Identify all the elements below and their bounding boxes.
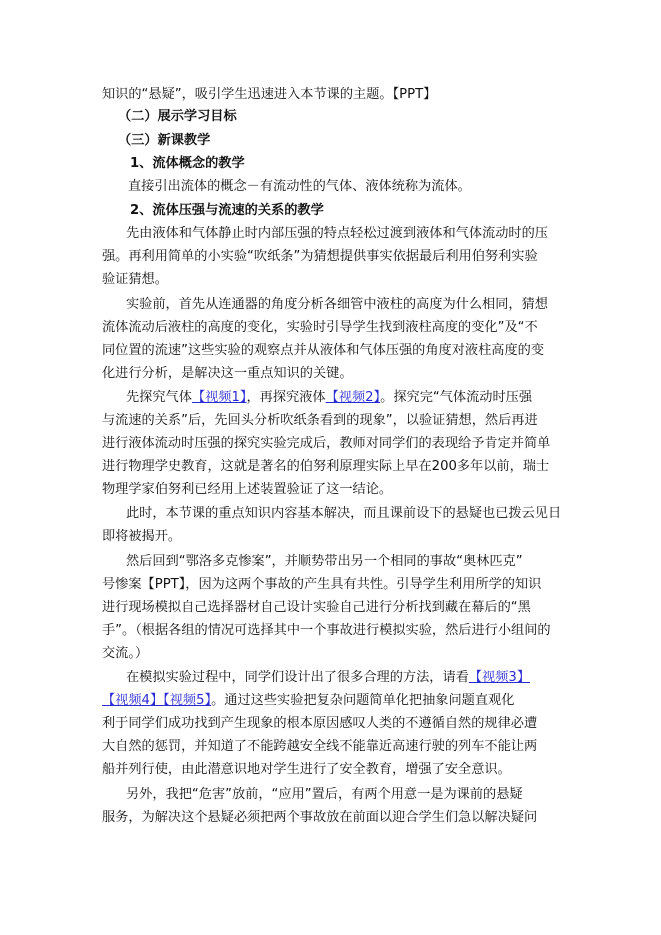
text-line xyxy=(126,389,606,407)
text-line: 验证猜想。 xyxy=(102,272,168,287)
text-line: 大自然的惩罚，并知道了不能跨越安全线不能靠近高速行驶的列车不能让两 xyxy=(102,739,538,754)
text-line: 服务，为解决这个悬疑必须把两个事故放在前面以迎合学生们急以解决疑问 xyxy=(102,810,538,825)
text-run: 。通过这些实验把复杂问题简单化把抽象问题直观化 xyxy=(211,693,515,708)
video-link-4[interactable]: 【视频4】 xyxy=(102,693,164,708)
text-line: 与流速的关系”后，先回头分析吹纸条看到的现象”，以验证猜想，然后再进 xyxy=(102,413,538,428)
text-run: 先探究气体 xyxy=(126,390,192,405)
text-run: 在模拟实验过程中，同学们设计出了很多合理的方法，请看 xyxy=(126,670,469,685)
text-line: 另外，我把“危害”放前，“应用”置后，有两个用意一是为课前的悬疑 xyxy=(126,787,523,802)
video-link-2[interactable]: 【视频2】 xyxy=(325,390,381,405)
text-line: 化进行分析，是解决这一重点知识的关键。 xyxy=(102,366,353,381)
text-line: 号惨案【PPT】，因为这两个事故的产生具有共性。引导学生利用所学的知识 xyxy=(102,577,542,592)
text-line xyxy=(102,692,582,710)
text-line: 手”。（根据各组的情况可选择其中一个事故进行模拟实验，然后进行小组间的 xyxy=(102,623,551,638)
text-line: 知识的“悬疑”，吸引学生迅速进入本节课的主题。【PPT】 xyxy=(102,87,437,102)
text-run: 。探究完“气体流动时压强 xyxy=(380,390,533,405)
text-line: 流体流动后液柱的高度的变化，实验时引导学生找到液柱高度的变化”及“不 xyxy=(102,320,538,335)
text-line: 进行物理学史教育，这就是著名的伯努利原理实际上早在200多年以前，瑞士 xyxy=(102,459,550,474)
section-heading: （三）新课教学 xyxy=(118,133,211,148)
video-link-5[interactable]: 【视频5】 xyxy=(163,693,212,708)
text-line: 强。再利用简单的小实验“吹纸条”为猜想提供事实依据最后利用伯努利实验 xyxy=(102,249,538,264)
subsection-heading: 2、流体压强与流速的关系的教学 xyxy=(130,203,324,218)
text-line: 进行液体流动时压强的探究实验完成后，教师对同学们的表现给予肯定并简单 xyxy=(102,436,551,451)
subsection-heading: 1、流体概念的教学 xyxy=(130,156,245,171)
text-line: 先由液体和气体静止时内部压强的特点轻松过渡到液体和气体流动时的压 xyxy=(126,226,548,241)
text-line: 物理学家伯努利已经用上述装置验证了这一结论。 xyxy=(102,482,393,497)
text-line: 交流。） xyxy=(102,646,149,661)
text-line: 直接引出流体的概念－有流动性的气体、液体统称为流体。 xyxy=(128,179,471,194)
text-line: 即将被揭开。 xyxy=(102,529,182,544)
text-run: ，再探究液体 xyxy=(246,390,326,405)
text-line: 进行现场模拟自己选择器材自己设计实验自己进行分析找到藏在幕后的“黑 xyxy=(102,600,531,615)
text-line: 同位置的流速”这些实验的观察点并从液体和气体压强的角度对液柱高度的变 xyxy=(102,343,545,358)
text-line: 然后回到“鄂洛多克惨案”，并顺势带出另一个相同的事故“奥林匹克” xyxy=(126,554,523,569)
video-link-3[interactable]: 【视频3】 xyxy=(468,670,531,685)
video-link-1[interactable]: 【视频1】 xyxy=(191,390,247,405)
text-line: 此时，本节课的重点知识内容基本解决，而且课前设下的悬疑也已拨云见日 xyxy=(126,506,562,521)
section-heading: （二）展示学习目标 xyxy=(118,109,237,124)
text-line: 船并列行使，由此潜意识地对学生进行了安全教育，增强了安全意识。 xyxy=(102,762,511,777)
text-line: 实验前，首先从连通器的角度分析各细管中液柱的高度为什么相同，猜想 xyxy=(126,297,548,312)
text-line xyxy=(126,669,606,687)
text-line: 利于同学们成功找到产生现象的根本原因感叹人类的不遵循自然的规律必遭 xyxy=(102,716,538,731)
